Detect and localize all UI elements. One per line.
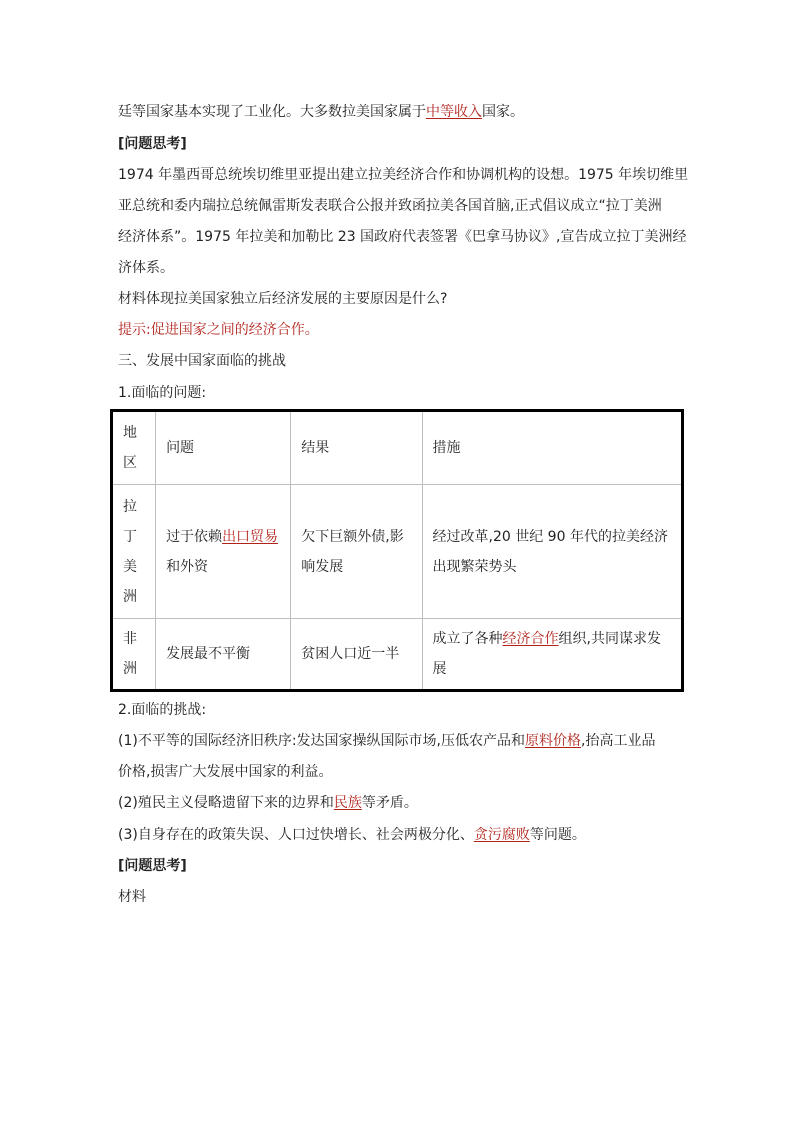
- section-title: 三、发展中国家面临的挑战: [118, 353, 286, 369]
- table-header-cell: 结果: [291, 411, 422, 485]
- table-cell-measure: 成立了各种经济合作组织,共同谋求发展: [422, 619, 682, 691]
- table-header-cell: 地区: [112, 411, 156, 485]
- subsection-title: 2.面临的挑战:: [118, 702, 207, 718]
- table-cell-result: 贫困人口近一半: [291, 619, 422, 691]
- paragraph-line: 亚总统和委内瑞拉总统佩雷斯发表联合公报并致函拉美各国首脑,正式倡议成立“拉丁美洲: [118, 198, 662, 214]
- hint-text: 提示:促进国家之间的经济合作。: [118, 322, 319, 338]
- intro-line: [118, 102, 688, 122]
- table-cell-problem: 发展最不平衡: [156, 619, 291, 691]
- table-header-row: [112, 411, 683, 485]
- intro-highlight: 中等收入: [426, 104, 482, 120]
- challenge-1-line-2: 价格,损害广大发展中国家的利益。: [118, 764, 333, 780]
- material-label: 材料: [118, 889, 146, 905]
- table-header-cell: 问题: [156, 411, 291, 485]
- paragraph-line: 济体系。: [118, 260, 174, 276]
- intro-text-end: 国家。: [482, 104, 524, 120]
- paragraph-line: 1974 年墨西哥总统埃切维里亚提出建立拉美经济合作和协调机构的设想。1975 年埃切维里: [118, 167, 689, 183]
- section-heading: [问题思考]: [118, 136, 187, 152]
- challenge-1-line: (1)不平等的国际经济旧秩序:发达国家操纵国际市场,压低农产品和原料价格,抬高工业品: [118, 733, 656, 749]
- table-cell-measure: 经过改革,20 世纪 90 年代的拉美经济出现繁荣势头: [422, 485, 682, 619]
- table-cell-region: 拉丁美洲: [112, 485, 156, 619]
- intro-text: 廷等国家基本实现了工业化。大多数拉美国家属于: [118, 104, 426, 120]
- challenge-3-line: (3)自身存在的政策失误、人口过快增长、社会两极分化、贪污腐败等问题。: [118, 827, 586, 843]
- section-heading: [问题思考]: [118, 858, 187, 874]
- paragraph-line: 经济体系”。1975 年拉美和加勒比 23 国政府代表签署《巴拿马协议》,宣告成立拉丁美洲经: [118, 229, 687, 245]
- question-text: 材料体现拉美国家独立后经济发展的主要原因是什么?: [118, 291, 448, 307]
- table-row: [112, 485, 683, 619]
- table-row: [112, 619, 683, 691]
- table-header-cell: 措施: [422, 411, 682, 485]
- challenge-2-line: (2)殖民主义侵略遗留下来的边界和民族等矛盾。: [118, 795, 418, 811]
- subsection-title: 1.面临的问题:: [118, 385, 207, 401]
- issues-table: [110, 409, 684, 692]
- table-cell-region: 非洲: [112, 619, 156, 691]
- table-cell-result: 欠下巨额外债,影响发展: [291, 485, 422, 619]
- table-cell-problem: 过于依赖出口贸易和外资: [156, 485, 291, 619]
